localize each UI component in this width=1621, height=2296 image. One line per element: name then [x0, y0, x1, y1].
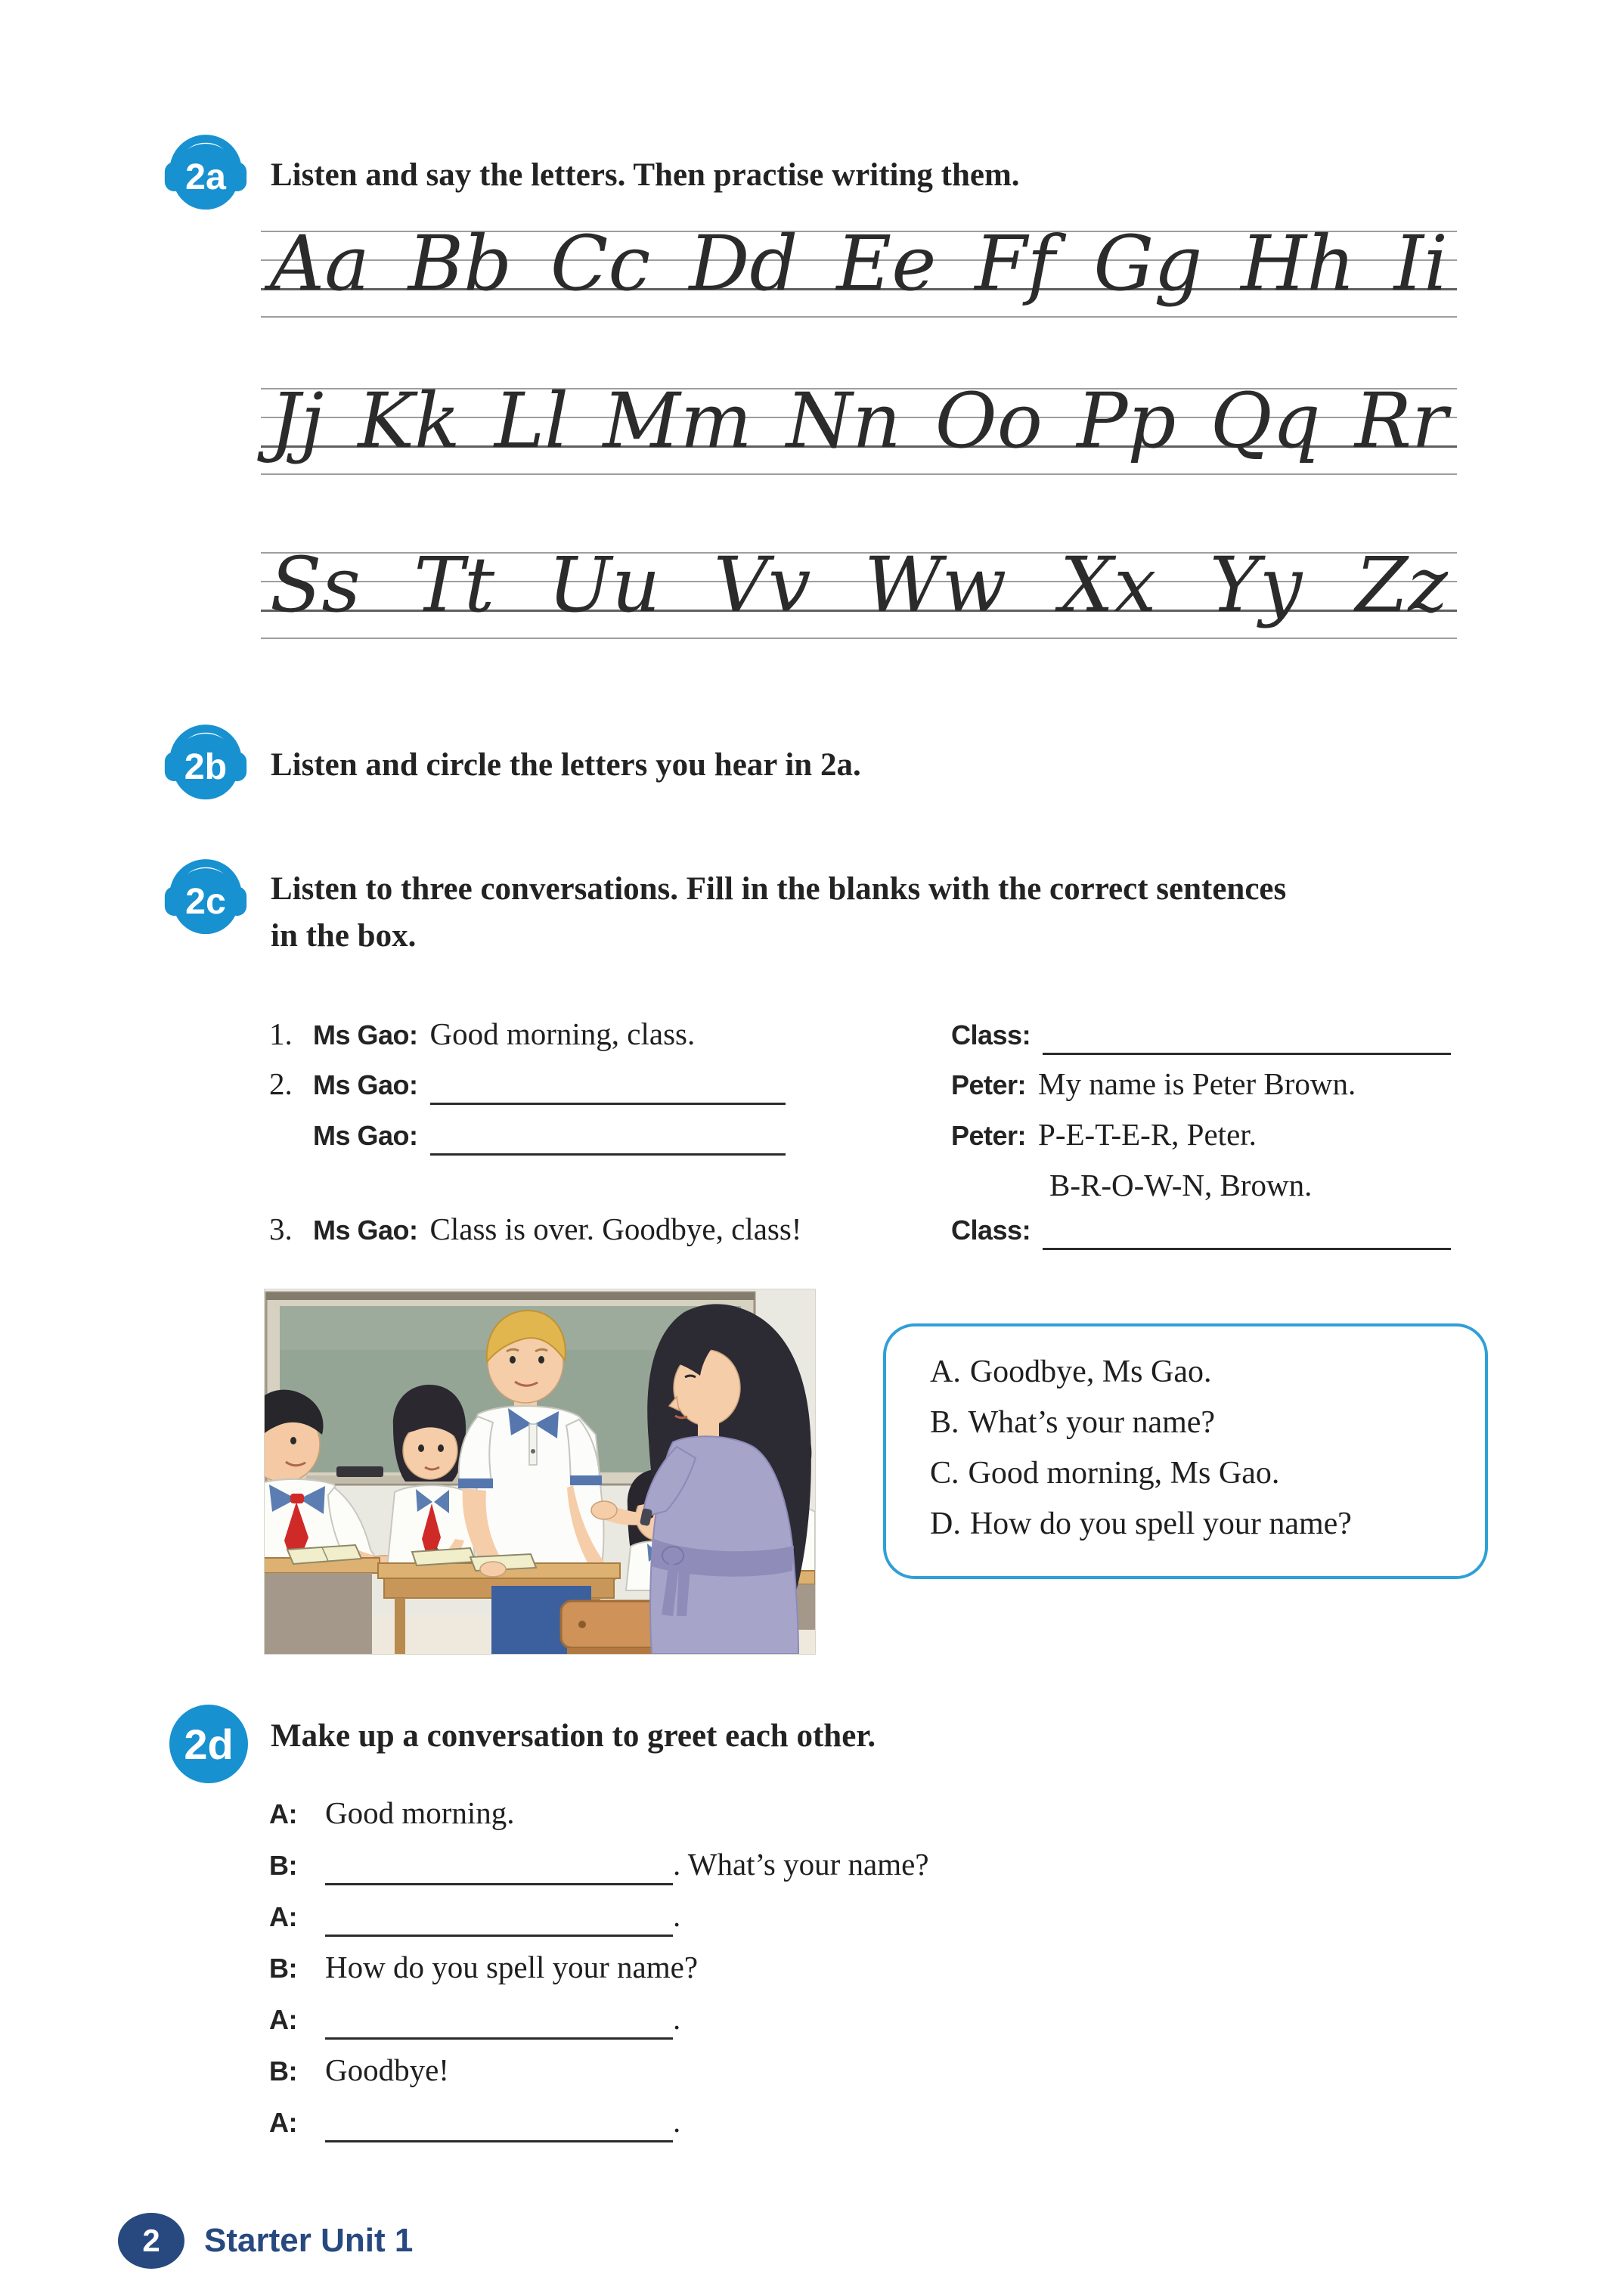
conversation-text: . [673, 2001, 681, 2036]
speaker-label: Ms Gao: [313, 1120, 418, 1151]
hand-on-book [480, 1562, 506, 1577]
classroom-greeting-scene [265, 1289, 815, 1654]
handwriting-row-3 [261, 541, 1457, 638]
letter-pair: Cc [550, 219, 651, 308]
letter-pair: Uu [547, 541, 661, 629]
conversation-text: How do you spell your name? [325, 1950, 699, 1984]
badge-2c-label: 2c [185, 881, 226, 923]
option-label: B. [930, 1405, 959, 1440]
sentence-options-box [883, 1323, 1488, 1579]
letter-pair: Ww [863, 541, 1007, 629]
letter-pair: Yy [1209, 541, 1303, 629]
option-text: Goodbye, Ms Gao. [969, 1354, 1212, 1389]
headphones-icon [162, 850, 250, 938]
badge-2d-label: 2d [184, 1720, 234, 1768]
conversation-row-2 [269, 1842, 1252, 1889]
section-2c-title-line1: Listen to three conversations. Fill in the blanks with the correct sentences [271, 871, 1287, 907]
letter-pair: Ii [1393, 219, 1448, 308]
letter-pair: Xx [1059, 541, 1157, 629]
letter-pair: Bb [408, 219, 513, 308]
open-book [412, 1548, 476, 1565]
option-c [930, 1455, 1279, 1491]
conversation-row-7 [269, 2099, 1252, 2146]
headphones-icon [162, 715, 250, 803]
speaker-label: Ms Gao: [313, 1019, 418, 1050]
letter-pair: Gg [1093, 219, 1203, 308]
option-label: D. [930, 1506, 961, 1541]
unit-label: Starter Unit 1 [204, 2222, 414, 2259]
alphabet-letters-row-1 [270, 221, 1448, 307]
conversation-row-3 [269, 1894, 1252, 1941]
letter-pair: Ss [270, 541, 361, 629]
conversation-text: . [673, 1898, 681, 1933]
conversation-row-4 [269, 1945, 1252, 1992]
dialogue-right [951, 1012, 1451, 1057]
letter-pair: Oo [934, 377, 1043, 465]
handwriting-row-1 [261, 219, 1457, 317]
letter-pair: Nn [786, 377, 901, 465]
headphones-icon [162, 126, 250, 213]
letter-pair: Tt [414, 541, 495, 629]
letter-pair: Zz [1355, 541, 1448, 629]
letter-pair: Vv [713, 541, 811, 629]
answer-blank [325, 1853, 673, 1885]
section-2b-title: Listen and circle the letters you hear in 2a. [271, 747, 861, 783]
page-number-badge [118, 2213, 184, 2269]
conversation-text: . [673, 2104, 681, 2139]
item-number: 1. [269, 1016, 293, 1051]
option-b [930, 1404, 1215, 1441]
letter-pair: Aa [270, 219, 370, 308]
dialogue-right [951, 1112, 1257, 1158]
option-label: C. [930, 1456, 959, 1491]
conversation-row-1 [269, 1791, 1252, 1838]
section-2a-title: Listen and say the letters. Then practise writing them. [271, 157, 1020, 193]
letter-pair: Mm [603, 377, 752, 465]
letter-pair: Ee [836, 219, 937, 308]
option-d [930, 1506, 1352, 1542]
teacher-open-hand [591, 1501, 617, 1519]
dialogue-row-4 [269, 1163, 1509, 1210]
answer-blank [325, 2007, 673, 2040]
alphabet-letters-row-3 [270, 542, 1448, 628]
item-number: 2. [269, 1066, 293, 1101]
option-text: What’s your name? [968, 1405, 1216, 1440]
dialogue-right [951, 1062, 1356, 1107]
badge-2a-label: 2a [185, 157, 226, 198]
dialogue-text: Good morning, class. [429, 1016, 696, 1051]
speaker-label: Ms Gao: [313, 1215, 418, 1246]
activity-2a-badge [162, 126, 250, 213]
conversation-text: Goodbye! [325, 2052, 449, 2087]
letter-pair: Dd [689, 219, 798, 308]
speaker-label: Class: [951, 1215, 1031, 1246]
guide-line [261, 316, 1457, 318]
conversation-text: . What’s your name? [673, 1847, 929, 1882]
answer-blank [430, 1123, 786, 1156]
option-label: A. [930, 1354, 961, 1389]
speaker-label: Class: [951, 1019, 1031, 1050]
page-number: 2 [142, 2223, 160, 2258]
speaker-label: Peter: [951, 1069, 1027, 1100]
dialogue-text: My name is Peter Brown. [1038, 1066, 1356, 1101]
option-text: How do you spell your name? [969, 1506, 1352, 1541]
answer-blank [325, 2110, 673, 2142]
letter-pair: Kk [358, 377, 460, 465]
letter-pair: Qq [1210, 377, 1321, 465]
classroom-illustration [265, 1289, 815, 1654]
letter-pair: Ff [975, 219, 1055, 308]
speaker-label: B: [269, 2056, 297, 2087]
alphabet-letters-row-2 [270, 378, 1448, 464]
section-2d-title: Make up a conversation to greet each other. [271, 1718, 876, 1754]
activity-2b-badge [162, 715, 250, 803]
speaker-label: B: [269, 1953, 297, 1984]
letter-pair: Hh [1241, 219, 1356, 308]
guide-line [261, 638, 1457, 639]
speaker-label: A: [269, 1798, 297, 1829]
speaker-label: A: [269, 1901, 297, 1932]
answer-blank [430, 1072, 786, 1105]
dialogue-row-2 [269, 1062, 1509, 1109]
speaker-label: Peter: [951, 1120, 1027, 1151]
letter-pair: Rr [1354, 377, 1448, 465]
guide-line [261, 473, 1457, 475]
speaker-label: A: [269, 2004, 297, 2035]
speaker-label: B: [269, 1850, 297, 1881]
answer-blank [325, 1904, 673, 1937]
letter-pair: Ll [494, 377, 569, 465]
dialogue-text: B-R-O-W-N, Brown. [1049, 1168, 1313, 1202]
dialogue-row-3 [269, 1112, 1509, 1159]
activity-2d-badge [169, 1705, 248, 1783]
conversation-text: Good morning. [325, 1795, 515, 1830]
dialogue-right [951, 1207, 1451, 1252]
board-eraser [336, 1466, 383, 1477]
letter-pair: Jj [270, 377, 324, 465]
activity-2c-badge [162, 850, 250, 938]
speaker-label: Ms Gao: [313, 1069, 418, 1100]
dialogue-text: P-E-T-E-R, Peter. [1038, 1117, 1257, 1152]
answer-blank [1043, 1218, 1451, 1250]
answer-blank [1043, 1022, 1451, 1055]
conversation-row-6 [269, 2048, 1252, 2095]
badge-2b-label: 2b [184, 746, 228, 788]
letter-pair: Pp [1077, 377, 1176, 465]
conversation-row-5 [269, 1997, 1252, 2043]
section-2c-title-line2: in the box. [271, 918, 417, 954]
dialogue-row-1 [269, 1012, 1509, 1059]
item-number: 3. [269, 1212, 293, 1246]
option-a [930, 1354, 1211, 1390]
dialogue-text: Class is over. Goodbye, class! [429, 1212, 802, 1246]
dialogue-row-5 [269, 1207, 1509, 1254]
handwriting-row-2 [261, 377, 1457, 474]
speaker-label: A: [269, 2107, 297, 2138]
option-text: Good morning, Ms Gao. [968, 1456, 1280, 1491]
dialogue-continuation [1049, 1163, 1312, 1207]
